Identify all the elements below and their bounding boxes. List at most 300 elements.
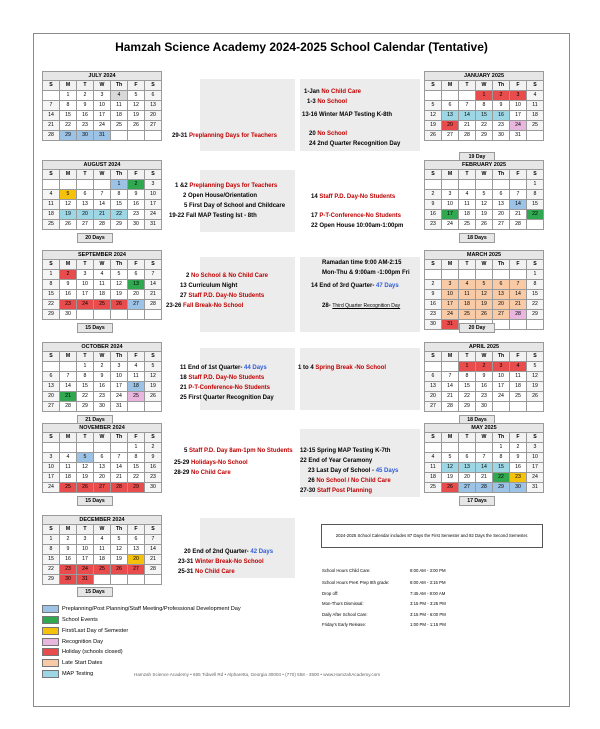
empty-day-cell bbox=[77, 310, 94, 320]
school-days-count: 17 Days bbox=[459, 496, 495, 506]
day-cell: 15 bbox=[77, 382, 94, 392]
event-date: 22 bbox=[311, 223, 320, 229]
day-cell: 17 bbox=[442, 300, 459, 310]
day-cell: 17 bbox=[527, 463, 544, 473]
empty-day-cell bbox=[425, 443, 442, 453]
day-cell: 8 bbox=[43, 280, 60, 290]
day-cell: 13 bbox=[493, 290, 510, 300]
calendar-event bbox=[183, 192, 257, 200]
month-calendar-jan bbox=[424, 71, 544, 141]
day-cell: 6 bbox=[459, 453, 476, 463]
day-cell: 12 bbox=[111, 280, 128, 290]
semester-note: 2024-2025 School Calendar includes 87 Days the First Semester and 92 Days the Second Semester. bbox=[321, 524, 543, 548]
empty-day-cell bbox=[493, 180, 510, 190]
weekday-header: M bbox=[60, 81, 77, 91]
day-cell: 17 bbox=[77, 555, 94, 565]
calendar-event bbox=[322, 302, 400, 310]
month-calendar-sep bbox=[42, 250, 162, 320]
day-cell: 19 bbox=[425, 121, 442, 131]
weekday-header: M bbox=[60, 433, 77, 443]
legend-swatch bbox=[42, 605, 59, 613]
event-date: 26 bbox=[308, 478, 317, 484]
weekday-header: T bbox=[459, 433, 476, 443]
event-date: 19-22 bbox=[169, 213, 187, 219]
day-cell: 3 bbox=[493, 362, 510, 372]
day-cell: 15 bbox=[43, 555, 60, 565]
day-cell: 8 bbox=[128, 453, 145, 463]
events-panel bbox=[300, 348, 420, 410]
empty-day-cell bbox=[527, 131, 544, 141]
day-cell: 21 bbox=[510, 210, 527, 220]
day-cell: 8 bbox=[476, 101, 493, 111]
weekday-header: W bbox=[94, 260, 111, 270]
calendar-event bbox=[300, 457, 372, 465]
event-description: Preplanning Days for Teachers bbox=[189, 183, 278, 189]
day-cell: 2 bbox=[425, 190, 442, 200]
day-cell: 5 bbox=[77, 453, 94, 463]
calendar-event bbox=[308, 477, 391, 485]
calendar-event bbox=[304, 88, 361, 96]
day-cell: 29 bbox=[60, 131, 77, 141]
day-cell: 16 bbox=[77, 111, 94, 121]
weekday-header: T bbox=[459, 81, 476, 91]
day-cell: 2 bbox=[60, 535, 77, 545]
weekday-header: Th bbox=[493, 352, 510, 362]
day-cell: 11 bbox=[425, 463, 442, 473]
empty-day-cell bbox=[510, 402, 527, 412]
empty-day-cell bbox=[111, 310, 128, 320]
empty-day-cell bbox=[527, 320, 544, 330]
day-cell: 18 bbox=[459, 210, 476, 220]
day-cell: 5 bbox=[145, 362, 162, 372]
month-calendar-may bbox=[424, 423, 544, 493]
day-cell: 22 bbox=[111, 210, 128, 220]
day-cell: 30 bbox=[510, 483, 527, 493]
day-cell: 31 bbox=[77, 575, 94, 585]
day-cell: 28 bbox=[442, 402, 459, 412]
day-cell: 1 bbox=[43, 535, 60, 545]
hours-value: 8:00 AM - 3:00 PM bbox=[410, 568, 446, 573]
weekday-header: S bbox=[425, 260, 442, 270]
day-cell: 9 bbox=[425, 200, 442, 210]
day-cell: 7 bbox=[510, 190, 527, 200]
day-cell: 2 bbox=[77, 91, 94, 101]
event-date: 1 &2 bbox=[175, 183, 190, 189]
day-cell: 15 bbox=[476, 111, 493, 121]
empty-day-cell bbox=[510, 180, 527, 190]
event-description: End of Year Ceramony bbox=[308, 458, 373, 464]
hours-label: Daily After School Care: bbox=[322, 612, 368, 617]
day-cell: 9 bbox=[145, 453, 162, 463]
weekday-header: S bbox=[527, 170, 544, 180]
day-cell: 6 bbox=[145, 91, 162, 101]
weekday-header: F bbox=[510, 352, 527, 362]
day-cell: 18 bbox=[527, 111, 544, 121]
day-cell: 16 bbox=[145, 463, 162, 473]
hours-label: Drop off: bbox=[322, 591, 339, 596]
day-cell: 8 bbox=[43, 545, 60, 555]
school-hours-row bbox=[322, 568, 446, 574]
day-cell: 25 bbox=[128, 392, 145, 402]
events-panel bbox=[200, 79, 295, 151]
calendar-event bbox=[298, 364, 386, 372]
legend-swatch bbox=[42, 648, 59, 656]
day-cell: 16 bbox=[425, 300, 442, 310]
weekday-header: Th bbox=[493, 433, 510, 443]
day-cell: 13 bbox=[459, 463, 476, 473]
day-cell: 11 bbox=[60, 463, 77, 473]
day-cell: 13 bbox=[145, 101, 162, 111]
weekday-header: T bbox=[459, 170, 476, 180]
day-cell: 21 bbox=[145, 290, 162, 300]
calendar-event bbox=[308, 467, 398, 475]
calendar-event bbox=[311, 222, 403, 230]
quarter-days-count: 44 Days bbox=[242, 365, 267, 371]
day-cell: 7 bbox=[476, 453, 493, 463]
day-cell: 19 bbox=[111, 290, 128, 300]
day-cell: 11 bbox=[94, 545, 111, 555]
day-cell: 30 bbox=[60, 575, 77, 585]
weekday-header: T bbox=[77, 81, 94, 91]
day-cell: 11 bbox=[459, 200, 476, 210]
weekday-header: Th bbox=[493, 81, 510, 91]
weekday-header: Th bbox=[111, 260, 128, 270]
day-cell: 17 bbox=[43, 473, 60, 483]
weekday-header: S bbox=[145, 352, 162, 362]
day-cell: 10 bbox=[43, 463, 60, 473]
day-cell: 4 bbox=[459, 280, 476, 290]
day-cell: 18 bbox=[111, 111, 128, 121]
day-cell: 23 bbox=[476, 392, 493, 402]
calendar-event bbox=[300, 447, 390, 455]
month-title: FEBRUARY 2025 bbox=[424, 160, 544, 169]
day-cell: 13 bbox=[94, 463, 111, 473]
day-cell: 18 bbox=[128, 382, 145, 392]
hours-value: 8:00 AM - 3:15 PM bbox=[410, 580, 446, 585]
day-cell: 12 bbox=[60, 200, 77, 210]
day-cell: 27 bbox=[128, 300, 145, 310]
weekday-header: F bbox=[128, 81, 145, 91]
weekday-header: M bbox=[442, 433, 459, 443]
empty-day-cell bbox=[43, 362, 60, 372]
day-cell: 21 bbox=[145, 555, 162, 565]
weekday-header: Th bbox=[493, 260, 510, 270]
event-description: Fall Break-No School bbox=[183, 303, 244, 309]
event-description: End of 1st Quarter- bbox=[188, 365, 243, 371]
event-date: 25-29 bbox=[174, 460, 192, 466]
empty-day-cell bbox=[43, 443, 60, 453]
day-cell: 21 bbox=[459, 121, 476, 131]
event-date: 1 to 4 bbox=[298, 365, 316, 371]
hours-value: 7:45 AM - 8:00 AM bbox=[410, 591, 446, 596]
day-cell: 23 bbox=[425, 310, 442, 320]
legend-swatch bbox=[42, 659, 59, 667]
event-date: 27 bbox=[180, 293, 189, 299]
day-cell: 27 bbox=[145, 121, 162, 131]
month-calendar-jul bbox=[42, 71, 162, 141]
weekday-header: S bbox=[527, 260, 544, 270]
day-cell: 9 bbox=[425, 290, 442, 300]
day-cell: 6 bbox=[493, 190, 510, 200]
event-date: 27-30 bbox=[300, 488, 318, 494]
event-description: Third Quarter Recognition Day bbox=[332, 303, 401, 309]
calendar-event bbox=[180, 394, 274, 402]
day-cell: 26 bbox=[476, 220, 493, 230]
day-cell: 13 bbox=[128, 545, 145, 555]
empty-day-cell bbox=[60, 443, 77, 453]
day-cell: 2 bbox=[145, 443, 162, 453]
day-cell: 28 bbox=[145, 300, 162, 310]
day-cell: 5 bbox=[425, 101, 442, 111]
month-calendar-oct bbox=[42, 342, 162, 412]
day-cell: 26 bbox=[111, 300, 128, 310]
day-cell: 20 bbox=[128, 555, 145, 565]
weekday-header: W bbox=[94, 81, 111, 91]
day-cell: 27 bbox=[442, 131, 459, 141]
day-cell: 12 bbox=[425, 111, 442, 121]
event-description: Spring Break -No School bbox=[315, 365, 387, 371]
day-cell: 24 bbox=[527, 473, 544, 483]
empty-day-cell bbox=[43, 180, 60, 190]
event-description: Ramadan time 9:00 AM-2:15 bbox=[322, 260, 402, 266]
day-cell: 17 bbox=[145, 200, 162, 210]
hours-label: Friday's Early Release: bbox=[322, 622, 367, 627]
day-cell: 7 bbox=[43, 101, 60, 111]
day-cell: 8 bbox=[527, 190, 544, 200]
day-cell: 20 bbox=[442, 121, 459, 131]
event-description: No School & No Child Care bbox=[191, 273, 269, 279]
day-cell: 12 bbox=[476, 290, 493, 300]
event-date: 20 bbox=[309, 131, 318, 137]
legend-label: First/Last Day of Semester bbox=[62, 628, 129, 634]
event-description: End of 2nd Quarter- bbox=[192, 549, 249, 555]
day-cell: 26 bbox=[527, 392, 544, 402]
day-cell: 16 bbox=[476, 382, 493, 392]
day-cell: 5 bbox=[527, 362, 544, 372]
calendar-event bbox=[184, 202, 285, 210]
day-cell: 20 bbox=[145, 111, 162, 121]
event-description: Last Day of School - bbox=[316, 468, 375, 474]
day-cell: 12 bbox=[145, 372, 162, 382]
day-cell: 9 bbox=[128, 190, 145, 200]
weekday-header: M bbox=[60, 170, 77, 180]
day-cell: 28 bbox=[43, 131, 60, 141]
calendar-event bbox=[180, 292, 264, 300]
day-cell: 14 bbox=[476, 463, 493, 473]
day-cell: 26 bbox=[111, 565, 128, 575]
event-description: First Day of School and Childcare bbox=[189, 203, 286, 209]
event-description: Staff Post Planning bbox=[317, 488, 373, 494]
day-cell: 31 bbox=[442, 320, 459, 330]
day-cell: 22 bbox=[527, 210, 544, 220]
day-cell: 15 bbox=[43, 290, 60, 300]
day-cell: 6 bbox=[128, 270, 145, 280]
day-cell: 25 bbox=[459, 220, 476, 230]
empty-day-cell bbox=[476, 270, 493, 280]
day-cell: 19 bbox=[476, 210, 493, 220]
day-cell: 13 bbox=[442, 111, 459, 121]
day-cell: 14 bbox=[111, 463, 128, 473]
day-cell: 28 bbox=[510, 220, 527, 230]
empty-day-cell bbox=[94, 443, 111, 453]
empty-day-cell bbox=[77, 443, 94, 453]
calendar-event bbox=[322, 269, 410, 277]
calendar-event bbox=[322, 259, 401, 267]
weekday-header: S bbox=[145, 433, 162, 443]
day-cell: 19 bbox=[128, 111, 145, 121]
day-cell: 9 bbox=[60, 280, 77, 290]
day-cell: 14 bbox=[94, 200, 111, 210]
day-cell: 12 bbox=[476, 200, 493, 210]
legend-label: Late Start Dates bbox=[62, 660, 103, 666]
day-cell: 10 bbox=[77, 545, 94, 555]
legend-label: Holiday (schools closed) bbox=[62, 649, 123, 655]
day-cell: 31 bbox=[94, 131, 111, 141]
day-cell: 28 bbox=[459, 131, 476, 141]
day-cell: 9 bbox=[94, 372, 111, 382]
calendar-event bbox=[184, 548, 273, 556]
empty-day-cell bbox=[128, 310, 145, 320]
calendar-event bbox=[180, 364, 267, 372]
day-cell: 17 bbox=[510, 111, 527, 121]
month-calendar-dec bbox=[42, 515, 162, 585]
day-cell: 23 bbox=[94, 392, 111, 402]
weekday-header: F bbox=[128, 433, 145, 443]
day-cell: 8 bbox=[493, 453, 510, 463]
event-date: 25-31 bbox=[178, 569, 196, 575]
empty-day-cell bbox=[77, 180, 94, 190]
day-cell: 26 bbox=[77, 483, 94, 493]
hours-label: School Hours Child Care: bbox=[322, 568, 371, 573]
weekday-header: M bbox=[442, 352, 459, 362]
empty-day-cell bbox=[442, 270, 459, 280]
event-description: No Child Care bbox=[191, 470, 231, 476]
day-cell: 4 bbox=[128, 362, 145, 372]
day-cell: 26 bbox=[60, 220, 77, 230]
weekday-header: W bbox=[476, 352, 493, 362]
day-cell: 27 bbox=[425, 402, 442, 412]
day-cell: 25 bbox=[111, 121, 128, 131]
day-cell: 30 bbox=[145, 483, 162, 493]
day-cell: 19 bbox=[145, 382, 162, 392]
event-date: 18 bbox=[180, 375, 189, 381]
month-title: MARCH 2025 bbox=[424, 250, 544, 259]
hours-value: 3:15 PM - 3:25 PM bbox=[410, 601, 446, 606]
quarter-days-count: 47 Days bbox=[374, 283, 399, 289]
day-cell: 10 bbox=[94, 101, 111, 111]
day-cell: 23 bbox=[493, 121, 510, 131]
day-cell: 5 bbox=[476, 280, 493, 290]
event-date: 20 bbox=[184, 549, 193, 555]
event-description: No Child Care bbox=[321, 89, 362, 95]
calendar-event bbox=[172, 132, 277, 140]
day-cell: 1 bbox=[527, 180, 544, 190]
day-cell: 17 bbox=[111, 382, 128, 392]
day-cell: 25 bbox=[527, 121, 544, 131]
event-date: 23-26 bbox=[166, 303, 184, 309]
empty-day-cell bbox=[510, 270, 527, 280]
event-description: Staff P.D. Day-No Students bbox=[188, 293, 265, 299]
day-cell: 11 bbox=[43, 200, 60, 210]
calendar-event bbox=[174, 459, 248, 467]
event-description: Winter MAP Testing K-8th bbox=[319, 112, 393, 118]
day-cell: 10 bbox=[77, 280, 94, 290]
event-date: 28- bbox=[322, 303, 333, 309]
month-title: AUGUST 2024 bbox=[42, 160, 162, 169]
day-cell: 1 bbox=[111, 180, 128, 190]
day-cell: 11 bbox=[510, 372, 527, 382]
empty-day-cell bbox=[425, 362, 442, 372]
day-cell: 16 bbox=[94, 382, 111, 392]
empty-day-cell bbox=[493, 402, 510, 412]
event-date: 25 bbox=[180, 395, 189, 401]
day-cell: 15 bbox=[527, 290, 544, 300]
empty-day-cell bbox=[442, 362, 459, 372]
day-cell: 2 bbox=[128, 180, 145, 190]
day-cell: 23 bbox=[60, 300, 77, 310]
school-days-count: 20 Days bbox=[77, 233, 113, 243]
event-description: Staff P.D. Day-No Students bbox=[319, 194, 396, 200]
day-cell: 6 bbox=[442, 101, 459, 111]
day-cell: 11 bbox=[527, 101, 544, 111]
empty-day-cell bbox=[425, 270, 442, 280]
empty-day-cell bbox=[527, 402, 544, 412]
day-cell: 25 bbox=[94, 565, 111, 575]
weekday-header: T bbox=[77, 525, 94, 535]
legend-label: MAP Testing bbox=[62, 671, 94, 677]
empty-day-cell bbox=[425, 180, 442, 190]
day-cell: 18 bbox=[94, 290, 111, 300]
day-cell: 11 bbox=[94, 280, 111, 290]
day-cell: 22 bbox=[60, 121, 77, 131]
weekday-header: S bbox=[145, 170, 162, 180]
calendar-event bbox=[300, 487, 372, 495]
page-title: Hamzah Science Academy 2024-2025 School Calendar (Tentative) bbox=[115, 40, 488, 54]
event-date: 29-31 bbox=[172, 133, 190, 139]
event-description: P-T-Conference-No Students bbox=[319, 213, 402, 219]
weekday-header: W bbox=[94, 352, 111, 362]
day-cell: 5 bbox=[128, 91, 145, 101]
day-cell: 3 bbox=[77, 535, 94, 545]
day-cell: 20 bbox=[459, 473, 476, 483]
calendar-event bbox=[175, 182, 277, 190]
day-cell: 24 bbox=[493, 392, 510, 402]
school-hours-row bbox=[322, 612, 446, 618]
day-cell: 23 bbox=[510, 473, 527, 483]
day-cell: 1 bbox=[43, 270, 60, 280]
day-cell: 2 bbox=[476, 362, 493, 372]
event-description: No School bbox=[317, 131, 348, 137]
day-cell: 15 bbox=[493, 463, 510, 473]
day-cell: 4 bbox=[459, 190, 476, 200]
day-cell: 4 bbox=[43, 190, 60, 200]
day-cell: 12 bbox=[442, 463, 459, 473]
empty-day-cell bbox=[442, 443, 459, 453]
day-cell: 6 bbox=[43, 372, 60, 382]
day-cell: 15 bbox=[459, 382, 476, 392]
day-cell: 30 bbox=[77, 131, 94, 141]
event-description: Open House/Orientation bbox=[188, 193, 258, 199]
month-calendar-mar bbox=[424, 250, 544, 330]
day-cell: 19 bbox=[77, 473, 94, 483]
event-description: Open House 10:00am-1:00pm bbox=[319, 223, 404, 229]
day-cell: 3 bbox=[94, 91, 111, 101]
day-cell: 24 bbox=[145, 210, 162, 220]
day-cell: 10 bbox=[510, 101, 527, 111]
day-cell: 27 bbox=[128, 565, 145, 575]
day-cell: 14 bbox=[442, 382, 459, 392]
day-cell: 3 bbox=[527, 443, 544, 453]
